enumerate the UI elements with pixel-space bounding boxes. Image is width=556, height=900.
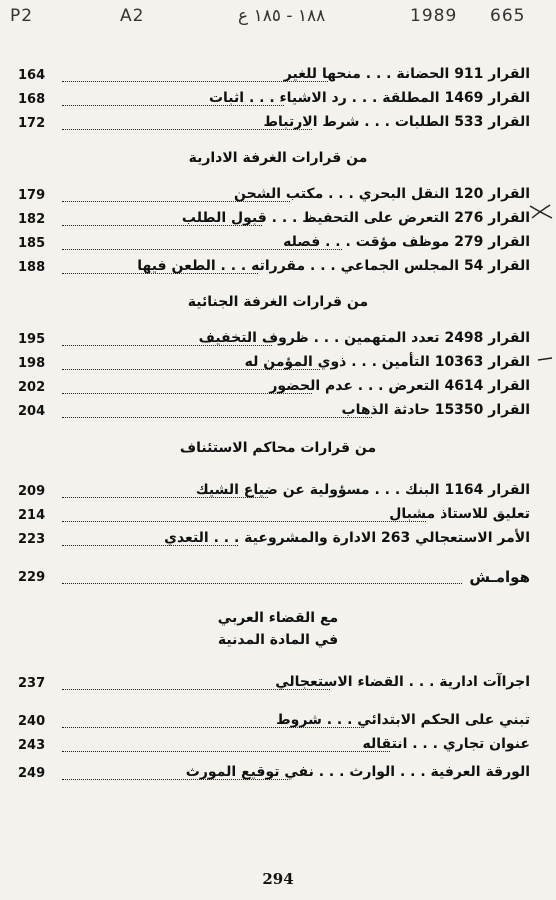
toc-title: هوامـش xyxy=(469,568,530,586)
toc-page-number: 209 xyxy=(18,484,46,499)
toc-entry xyxy=(0,764,556,786)
toc-title: القرار 279 موظف مؤقت . . . فصله xyxy=(283,234,530,250)
toc-entry xyxy=(0,674,556,696)
toc-page-number: 243 xyxy=(18,738,46,753)
toc-entry xyxy=(0,330,556,352)
toc-title: الورقة العرفية . . . الوارث . . . نفي توقيع المورث xyxy=(185,764,530,780)
page-number: 294 xyxy=(262,870,294,888)
toc-page-number: 172 xyxy=(18,116,46,131)
toc-page-number: 168 xyxy=(18,92,46,107)
toc-title: القرار 276 التعرض على التحفيظ . . . قبول الطلب xyxy=(181,210,530,226)
toc-page-number: 179 xyxy=(18,188,46,203)
handwritten-tick-mark xyxy=(536,352,554,366)
toc-leader xyxy=(62,583,462,584)
toc-title: القرار 1469 المطلقة . . . رد الاشياء . . . اثبات xyxy=(208,90,530,106)
toc-page-number: 237 xyxy=(18,676,46,691)
toc-title: القرار 15350 حادثة الذهاب xyxy=(341,402,530,418)
toc-page-number: 214 xyxy=(18,508,46,523)
toc-leader xyxy=(62,751,390,752)
handwritten-note-left: P2 xyxy=(10,6,34,26)
toc-title: اجراآت ادارية . . . القضاء الاستعجالي xyxy=(275,674,530,690)
toc-page-number: 204 xyxy=(18,404,46,419)
toc-page-number: 249 xyxy=(18,766,46,781)
toc-entry xyxy=(0,712,556,734)
toc-entry xyxy=(0,114,556,136)
toc-page-number: 195 xyxy=(18,332,46,347)
handwritten-note-code: 665 xyxy=(490,6,526,26)
toc-entry-footnotes xyxy=(0,568,556,590)
toc-entry xyxy=(0,186,556,208)
toc-title: القرار 2498 تعدد المتهمين . . . ظروف التخفيف xyxy=(198,330,530,346)
toc-page-number: 188 xyxy=(18,260,46,275)
section-subheading-civil: في المادة المدنية xyxy=(217,632,339,648)
toc-page-number: 182 xyxy=(18,212,46,227)
handwritten-note-middle: ١٨٨ - ١٨٥ ع xyxy=(238,6,326,26)
toc-entry xyxy=(0,90,556,112)
toc-page-number: 185 xyxy=(18,236,46,251)
toc-title: تعليق للاستاذ مشبال xyxy=(389,506,530,522)
handwritten-cross-mark xyxy=(528,202,554,222)
toc-page-number: 164 xyxy=(18,68,46,83)
toc-title: القرار 10363 التأمين . . . ذوي المؤمن له xyxy=(244,354,530,370)
toc-entry xyxy=(0,506,556,528)
toc-entry xyxy=(0,210,556,232)
toc-entry xyxy=(0,234,556,256)
toc-leader xyxy=(62,417,372,418)
toc-leader xyxy=(62,521,426,522)
toc-title: عنوان تجاري . . . انتقاله xyxy=(362,736,530,752)
toc-entry xyxy=(0,402,556,424)
toc-title: الأمر الاستعجالي 263 الادارة والمشروعية . . . التعدي xyxy=(164,530,530,546)
section-heading-appeal: من قرارات محاكم الاستئناف xyxy=(179,440,377,456)
toc-entry xyxy=(0,354,556,376)
toc-title: القرار 54 المجلس الجماعي . . . مقرراته . . . الطعن فيها xyxy=(137,258,530,274)
toc-title: القرار 533 الطلبات . . . شرط الارتباط xyxy=(263,114,530,130)
toc-title: تبني على الحكم الابتدائي . . . شروط xyxy=(276,712,530,728)
toc-title: القرار 911 الحضانة . . . منحها للغير xyxy=(283,66,530,82)
toc-page-number: 202 xyxy=(18,380,46,395)
toc-entry xyxy=(0,482,556,504)
toc-entry xyxy=(0,530,556,552)
section-heading-admin: من قرارات الغرفة الادارية xyxy=(188,150,368,166)
section-heading-criminal: من قرارات الغرفة الجنائية xyxy=(187,294,369,310)
toc-page-number: 240 xyxy=(18,714,46,729)
toc-entry xyxy=(0,736,556,758)
handwritten-note-left2: A2 xyxy=(120,6,145,26)
toc-title: القرار 4614 التعرض . . . عدم الحضور xyxy=(269,378,530,394)
toc-page-number: 198 xyxy=(18,356,46,371)
toc-entry xyxy=(0,66,556,88)
handwritten-note-year: 1989 xyxy=(410,6,458,26)
toc-entry xyxy=(0,378,556,400)
toc-title: القرار 1164 البنك . . . مسؤولية عن ضياع الشيك xyxy=(195,482,530,498)
toc-title: القرار 120 النقل البحري . . . مكتب الشحن xyxy=(234,186,530,202)
toc-entry xyxy=(0,258,556,280)
toc-page-number: 223 xyxy=(18,532,46,547)
toc-page-number: 229 xyxy=(18,570,46,585)
section-heading-arab: مع القضاء العربي xyxy=(217,610,339,626)
